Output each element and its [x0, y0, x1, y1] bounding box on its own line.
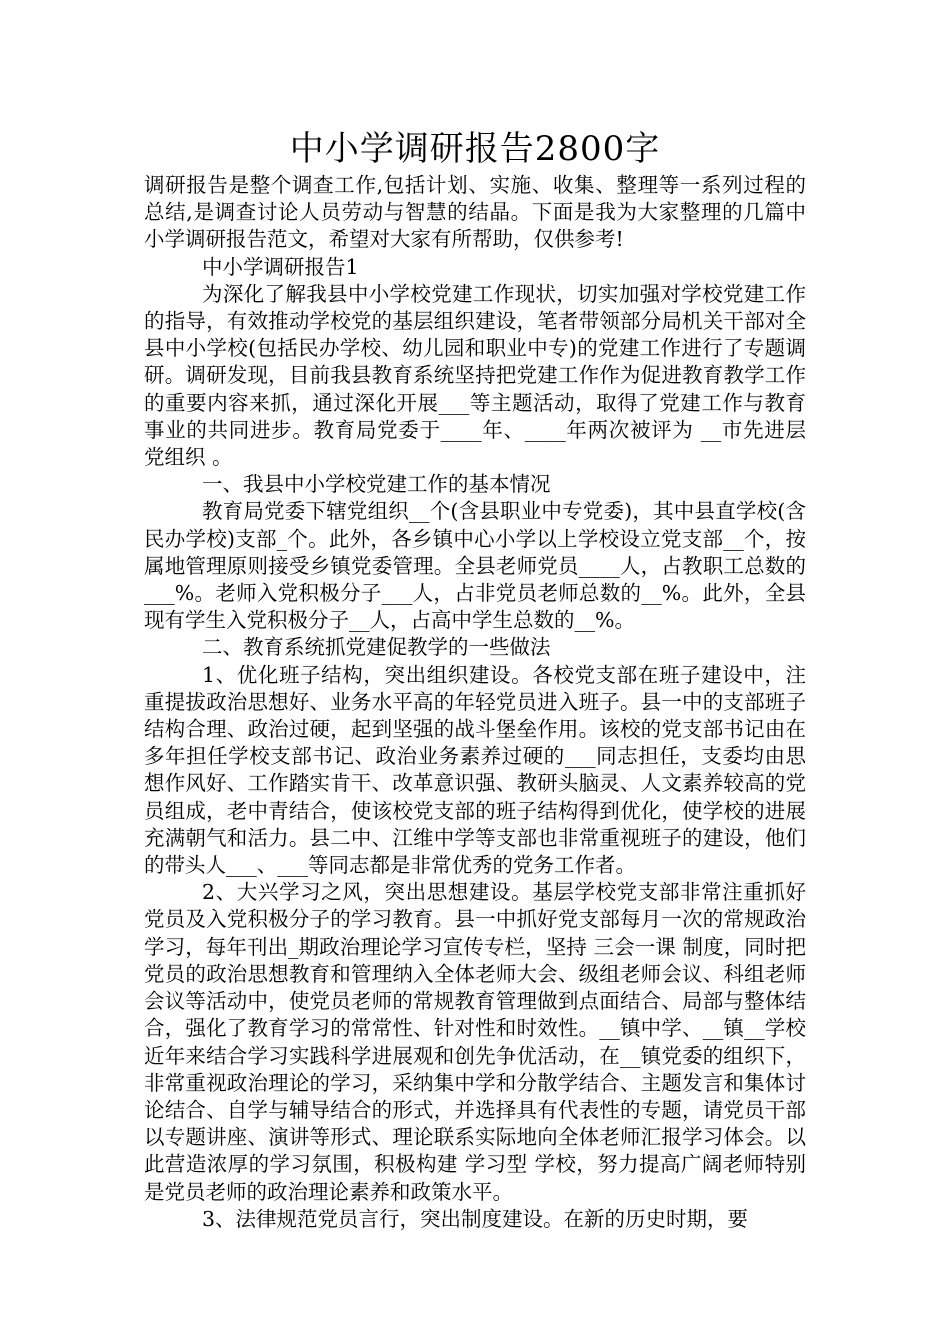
body-paragraph: 1、优化班子结构，突出组织建设。各校党支部在班子建设中，注重提拔政治思想好、业务水平高的年轻党员进入班子。县一中的支部班子结构合理、政治过硬，起到坚强的战斗堡垒作用。该校的党支部书记由在多年担任学校支部书记、政治业务素养过硬的___同志担任，支委均由思想作风好、工作踏实肯干、改革意识强、教研头脑灵、人文素养较高的党员组成，老中青结合，使该校党支部的班子结构得到优化，使学校的进展充满朝气和活力。县二中、江维中学等支部也非常重视班子的建设，他们的带头人___、___等同志都是非常优秀的党务工作者。 [144, 662, 806, 878]
document-title: 中小学调研报告2800字 [289, 129, 661, 169]
document-body [144, 172, 806, 1233]
section-heading: 一、我县中小学校党建工作的基本情况 [202, 472, 551, 497]
report-heading: 中小学调研报告1 [202, 254, 359, 279]
body-paragraph: 3、法律规范党员言行，突出制度建设。在新的历史时期，要 [202, 1206, 749, 1231]
body-paragraph: 为深化了解我县中小学校党建工作现状，切实加强对学校党建工作的指导，有效推动学校党的基层组织建设，笔者带领部分局机关干部对全县中小学校(包括民办学校、幼儿园和职业中专)的党建工作进行了专题调研。调研发现，目前我县教育系统坚持把党建工作作为促进教育教学工作的重要内容来抓，通过深化开展___等主题活动，取得了党建工作与教育事业的共同进步。教育局党委于____年、____年两次被评为 __市先进层党组织 。 [144, 281, 806, 470]
body-paragraph: 教育局党委下辖党组织__个(含县职业中专党委)，其中县直学校(含民办学校)支部_个。此外，各乡镇中心小学以上学校设立党支部__个，按属地管理原则接受乡镇党委管理。全县老师党员____人，占教职工总数的___%。老师入党积极分子___人，占非党员老师总数的__%。此外，全县现有学生入党积极分子__人，占高中学生总数的__%。 [144, 499, 806, 633]
body-paragraph: 2、大兴学习之风，突出思想建设。基层学校党支部非常注重抓好党员及入党积极分子的学习教育。县一中抓好党支部每月一次的常规政治学习，每年刊出_期政治理论学习宣传专栏，坚持 三会一课 制度，同时把党员的政治思想教育和管理纳入全体老师大会、级组老师会议、科组老师会议等活动中，使党员老师的常规教育管理做到点面结合、局部与整体结合，强化了教育学习的常常性、针对性和时效性。__镇中学、__镇__学校近年来结合学习实践科学进展观和创先争优活动，在__镇党委的组织下，非常重视政治理论的学习，采纳集中学和分散学结合、主题发言和集体讨论结合、自学与辅导结合的形式，并选择具有代表性的专题，请党员干部以专题讲座、演讲等形式、理论联系实际地向全体老师汇报学习体会。以此营造浓厚的学习氛围，积极构建 学习型 学校，努力提高广阔老师特别是党员老师的政治理论素养和政策水平。 [144, 880, 806, 1204]
section-heading: 二、教育系统抓党建促教学的一些做法 [202, 635, 551, 660]
intro-paragraph: 调研报告是整个调查工作,包括计划、实施、收集、整理等一系列过程的总结,是调查讨论人员劳动与智慧的结晶。下面是我为大家整理的几篇中小学调研报告范文，希望对大家有所帮助，仅供参考! [144, 173, 806, 252]
